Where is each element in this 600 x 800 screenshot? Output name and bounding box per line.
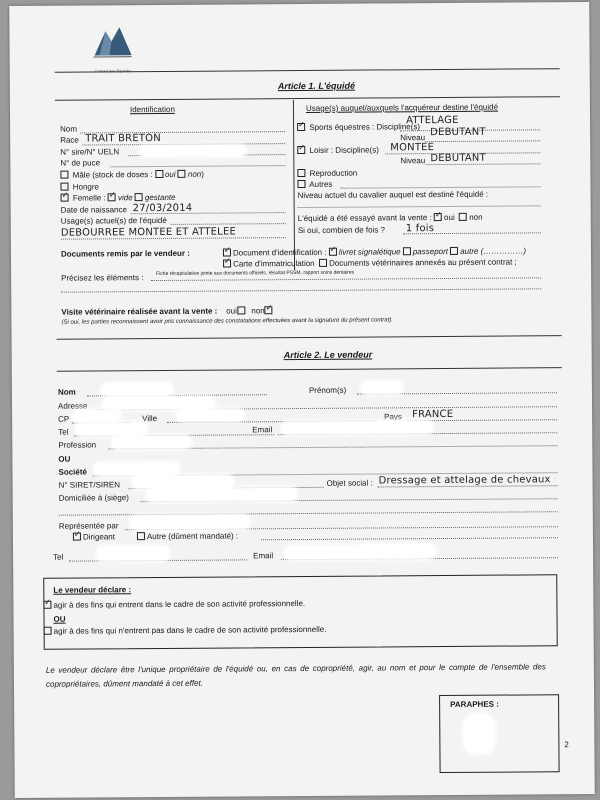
declare-nonpro-checkbox[interactable] — [44, 627, 52, 635]
article1-title: Article 1. L'équidé — [277, 80, 356, 92]
redacted-field — [147, 488, 297, 501]
carte-row: ✓Carte d'immatriculation Documents vétérinaires annexés au présent contrat ; — [223, 257, 517, 268]
usage-actuel-value: DEBOURREE MONTEE ET ATTELEE — [60, 226, 237, 239]
race-value: TRAIT BRETON — [85, 132, 161, 145]
contract-page — [9, 2, 595, 798]
divider — [55, 96, 560, 101]
naissance-label: Date de naissance — [60, 205, 127, 215]
page-number: 2 — [564, 740, 569, 750]
usage-actuel-label: Usage(s) actuel(s) de l'équidé — [60, 215, 167, 226]
sports-value: ATTELAGE — [406, 114, 459, 127]
prenom-label: Prénom(s) — [308, 385, 347, 395]
niveau1-label: Niveau — [400, 133, 426, 143]
precisez-label: Précisez les éléments : — [61, 273, 144, 283]
redacted-field — [112, 436, 190, 449]
niveau2-label: Niveau — [400, 156, 426, 166]
sire-label: N° sire/N° UELN — [60, 147, 120, 157]
redacted-field — [282, 421, 432, 434]
representee-label: Représentée par — [58, 521, 119, 531]
combien-label: Si oui, combien de fois ? — [297, 225, 386, 236]
niveau2-value: DEBUTANT — [430, 152, 486, 165]
gestante-checkbox[interactable] — [135, 193, 143, 201]
redacted-field — [74, 410, 120, 421]
email2-label: Email — [253, 551, 274, 561]
pays-label: Pays — [384, 412, 402, 422]
declare-ou: OU — [53, 614, 66, 624]
declare-pro-checkbox[interactable] — [43, 601, 51, 609]
redacted-field — [362, 382, 402, 393]
divider — [57, 335, 562, 340]
precisez-value: Fiche récapitulative jointe aux documents officiels, résultat PSSM, rapport soins dentaires — [156, 269, 355, 278]
male-non-checkbox[interactable] — [178, 170, 186, 178]
visite-note: (Si oui, les parties reconnaissent avoir pris connaissance des constatations effectuées avant la signature du présent contrat). — [61, 317, 393, 326]
horse-logo-icon — [91, 23, 133, 63]
race-label: Race — [60, 135, 79, 145]
loisir-checkbox[interactable] — [297, 146, 305, 154]
redacted-field — [97, 547, 169, 561]
loisir-value: MONTEE — [390, 142, 435, 154]
siret-label: N° SIRET/SIREN — [58, 480, 121, 490]
sports-checkbox[interactable] — [297, 123, 305, 131]
cp-label: CP — [58, 414, 70, 424]
article2-title: Article 2. Le vendeur — [283, 349, 373, 361]
redacted-field — [140, 145, 245, 156]
redacted-initials — [464, 715, 494, 753]
autres-checkbox[interactable] — [297, 180, 305, 188]
objet-value: Dressage et attelage de chevaux — [378, 474, 551, 487]
visite-row: Visite vétérinaire réalisée avant la vente : oui non✓ — [61, 306, 274, 316]
niveau1-value: DEBUTANT — [430, 126, 486, 139]
declare-opt2: agir à des fins qui n'entrent pas dans le cadre de son activité professionnelle. — [44, 625, 327, 636]
passeport-checkbox[interactable] — [403, 247, 411, 255]
essaye-oui-checkbox[interactable] — [434, 213, 442, 221]
doc-id-checkbox[interactable] — [223, 248, 231, 256]
divider — [57, 367, 562, 372]
profession-label: Profession — [58, 440, 97, 450]
visite-oui-checkbox[interactable] — [237, 306, 245, 314]
logo-caption: Conseil des Equidés — [94, 68, 131, 74]
sports-option: ✓ Sports équestres : Discipline(s) — [297, 122, 420, 132]
societe-label: Société — [58, 467, 87, 477]
livret-checkbox[interactable] — [329, 248, 337, 256]
column-divider — [293, 100, 295, 270]
dirigeant-checkbox[interactable] — [73, 533, 81, 541]
carte-checkbox[interactable] — [223, 259, 231, 267]
male-option: Mâle (stock de doses : oui non) — [60, 170, 204, 180]
autre-mandate-checkbox[interactable] — [137, 532, 145, 540]
redacted-field — [131, 515, 249, 529]
puce-label: N° de puce — [60, 158, 101, 168]
redacted-field — [102, 384, 172, 395]
male-oui-checkbox[interactable] — [155, 170, 163, 178]
email-label: Email — [252, 425, 273, 435]
adresse-label: Adresse — [58, 401, 88, 411]
essaye-non-checkbox[interactable] — [459, 213, 467, 221]
ou-label: OU — [58, 454, 71, 464]
loisir-option: ✓ Loisir : Discipline(s) — [297, 145, 379, 155]
femelle-option: ✓ Femelle : ✓ vide gestante — [61, 193, 176, 203]
autre-checkbox[interactable] — [450, 247, 458, 255]
hongre-checkbox[interactable] — [60, 183, 68, 191]
niveau-cavalier-label: Niveau actuel du cavalier auquel est destiné l'équidé : — [297, 189, 489, 201]
femelle-checkbox[interactable] — [61, 194, 69, 202]
tel2-label: Tel — [53, 552, 64, 562]
documents-label: Documents remis par le vendeur : — [60, 248, 190, 259]
reproduction-option: Reproduction — [297, 169, 357, 178]
visite-non-checkbox[interactable] — [265, 306, 273, 314]
tel-label: Tel — [58, 427, 69, 437]
logo — [91, 23, 133, 74]
declare-title: Le vendeur déclare : — [53, 585, 132, 595]
autre-mandate-option: Autre (dûment mandaté) : — [137, 531, 238, 541]
doc-id-row: ✓ Document d'identification : ✓ livret signalétique passeport autre (……………) — [223, 246, 526, 257]
male-checkbox[interactable] — [60, 171, 68, 179]
redacted-field — [94, 463, 178, 476]
naissance-value: 27/03/2014 — [132, 202, 193, 215]
reproduction-checkbox[interactable] — [297, 169, 305, 177]
nom2-label: Nom — [57, 387, 76, 397]
redacted-field — [133, 475, 233, 488]
vide-checkbox[interactable] — [108, 193, 116, 201]
redacted-field — [76, 423, 146, 435]
footer-declaration: Le vendeur déclare être l'unique propriétaire de l'équidé ou, en cas de copropriété, agir, au nom et pour le compte de l'ensemble des copropriétaires, dûment mandaté à cet effet. — [45, 662, 546, 689]
identification-header: Identification — [129, 104, 175, 115]
objet-label: Objet social : — [326, 478, 373, 488]
domicilie-label: Domiciliée à (siège) — [58, 493, 129, 503]
usage-header: Usage(s) auquel/auxquels l'acquéreur destine l'équidé — [305, 102, 499, 113]
declare-opt1: ✓agir à des fins qui entrent dans le cadre de son activité professionnelle. — [43, 599, 305, 610]
autres-option: Autres — [297, 180, 332, 189]
dirigeant-option: ✓Dirigeant — [73, 532, 115, 541]
docs-vet-checkbox[interactable] — [319, 259, 327, 267]
nom-label: Nom — [60, 124, 78, 134]
hongre-option: Hongre — [60, 182, 99, 191]
redacted-field — [285, 545, 435, 559]
paraphes-label: PARAPHES : — [450, 699, 499, 709]
essaye-row: L'équidé a été essayé avant la vente : ✓ oui non — [298, 213, 483, 223]
redacted-field — [104, 398, 214, 410]
pays-value: FRANCE — [412, 408, 454, 421]
redacted-field — [177, 409, 243, 420]
ville-label: Ville — [142, 414, 158, 424]
combien-value: 1 fois — [405, 223, 435, 235]
